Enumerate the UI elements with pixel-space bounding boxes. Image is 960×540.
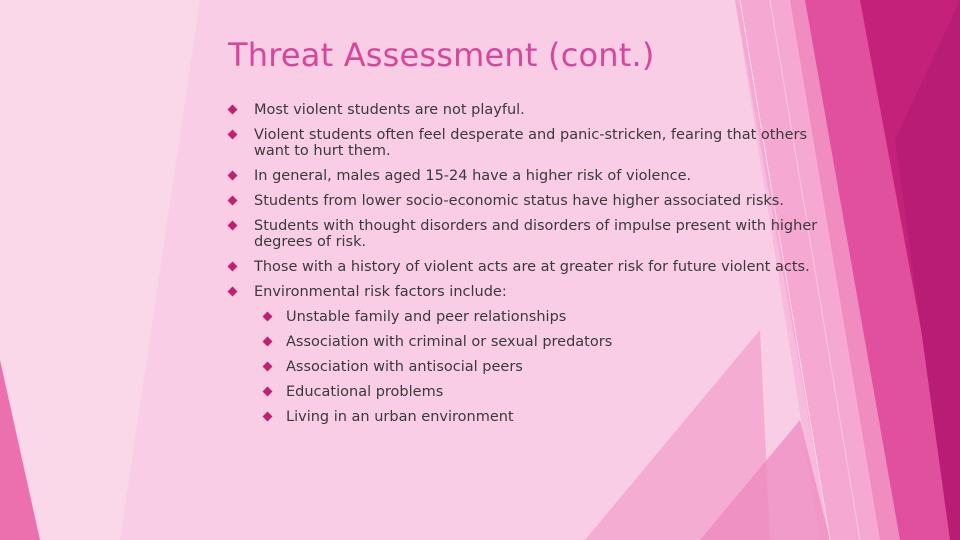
diamond-bullet-icon bbox=[263, 362, 273, 372]
sub-bullet-item bbox=[261, 309, 829, 325]
bullet-item bbox=[229, 259, 829, 275]
diamond-bullet-icon bbox=[228, 287, 238, 297]
sub-bullet-text: Association with antisocial peers bbox=[286, 359, 523, 375]
sub-bullet-text: Association with criminal or sexual predators bbox=[286, 334, 613, 350]
bullet-item bbox=[229, 218, 829, 250]
sub-bullet-item bbox=[261, 409, 829, 425]
bullet-text: Students with thought disorders and disorders of impulse present with higher degrees of risk. bbox=[254, 218, 818, 250]
diamond-bullet-icon bbox=[228, 196, 238, 206]
bullet-text: Most violent students are not playful. bbox=[254, 102, 525, 118]
sub-bullet-text: Unstable family and peer relationships bbox=[286, 309, 567, 325]
diamond-bullet-icon bbox=[228, 221, 238, 231]
bullet-item bbox=[229, 168, 829, 184]
diamond-bullet-icon bbox=[263, 337, 273, 347]
bullet-item bbox=[229, 127, 829, 159]
diamond-bullet-icon bbox=[228, 171, 238, 181]
bullet-item bbox=[229, 102, 829, 118]
left-facet-light bbox=[0, 0, 200, 540]
bullet-item bbox=[229, 284, 829, 300]
bullet-text: In general, males aged 15-24 have a higher risk of violence. bbox=[254, 168, 692, 184]
diamond-bullet-icon bbox=[228, 262, 238, 272]
sub-bullet-text: Educational problems bbox=[286, 384, 444, 400]
diamond-bullet-icon bbox=[228, 130, 238, 140]
bullet-list bbox=[229, 102, 829, 434]
sub-bullet-text: Living in an urban environment bbox=[286, 409, 514, 425]
slide-title: Threat Assessment (cont.) bbox=[228, 36, 655, 74]
bullet-text: Students from lower socio-economic status have higher associated risks. bbox=[254, 193, 784, 209]
diamond-bullet-icon bbox=[228, 105, 238, 115]
sub-bullet-item bbox=[261, 334, 829, 350]
diamond-bullet-icon bbox=[263, 312, 273, 322]
sub-bullet-item bbox=[261, 384, 829, 400]
bullet-text: Violent students often feel desperate and panic-stricken, fearing that others want to hurt them. bbox=[254, 127, 808, 159]
bullet-text: Environmental risk factors include: bbox=[254, 284, 507, 300]
bullet-text: Those with a history of violent acts are at greater risk for future violent acts. bbox=[254, 259, 810, 275]
bullet-item bbox=[229, 193, 829, 209]
diamond-bullet-icon bbox=[263, 387, 273, 397]
sub-bullet-item bbox=[261, 359, 829, 375]
diamond-bullet-icon bbox=[263, 412, 273, 422]
